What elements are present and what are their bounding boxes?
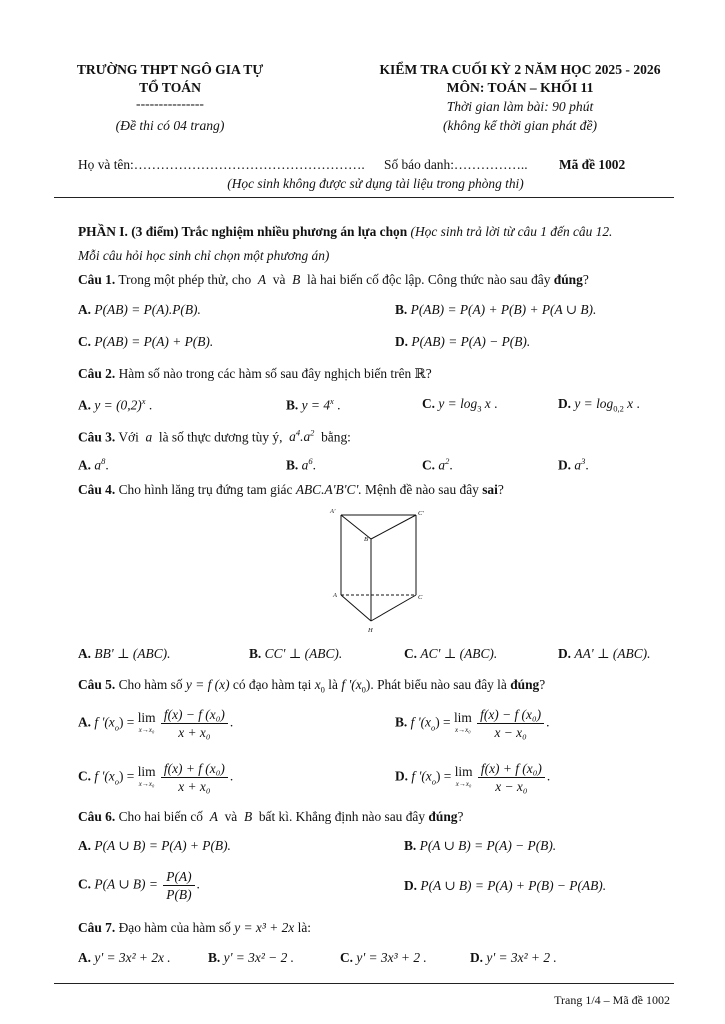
frac-den: x − x₀ <box>495 779 528 794</box>
q5-c-lim <box>138 765 156 791</box>
option-label: C. <box>404 646 418 661</box>
option-label: A. <box>78 714 92 730</box>
frac-num: f(x) + f (x₀) <box>478 760 545 778</box>
lim-sub: x→x₀ <box>455 725 471 734</box>
q7-option-a[interactable] <box>78 950 171 966</box>
option-label: C. <box>78 876 92 892</box>
label-c1: C' <box>418 510 424 517</box>
q1-text-c: là hai biến cố độc lập. Công thức nào sau đây <box>307 272 551 287</box>
option-label: A. <box>78 457 92 473</box>
q6-c-lhs: P(A ∪ B) = <box>94 876 158 892</box>
edge-b1c1 <box>371 515 416 539</box>
q1-option-a[interactable] <box>78 302 201 318</box>
q5-text-a: Cho hàm số <box>118 677 183 692</box>
q1-b-text: P(AB) = P(A) + P(B) + P(A ∪ B). <box>410 302 597 317</box>
question-4 <box>78 482 673 498</box>
q2-b-text: y = 4 <box>301 397 331 413</box>
q5-a-frac <box>161 706 228 741</box>
option-label: C. <box>422 396 436 411</box>
question-7 <box>78 920 673 936</box>
q5-d-frac <box>478 760 545 795</box>
q5-end: ? <box>539 677 546 692</box>
option-label: B. <box>395 714 408 730</box>
option-label: D. <box>558 646 572 661</box>
q4-label: Câu 4. <box>78 482 116 497</box>
frac-den: x − x₀ <box>494 725 527 740</box>
q3-d-exp: 3 <box>581 456 586 466</box>
label-a: A <box>333 592 337 599</box>
q4-prism: ABC.A'B'C'. <box>295 482 362 497</box>
q6-b-text: P(A ∪ B) = P(A) − P(B). <box>419 838 557 853</box>
page-footer: Trang 1/4 – Mã đề 1002 <box>554 993 670 1007</box>
q7-end: là: <box>297 920 312 935</box>
frac-den: P(B) <box>166 887 192 902</box>
q5-label: Câu 5. <box>78 677 116 692</box>
option-label: B. <box>404 838 417 853</box>
q4-end: ? <box>497 482 504 497</box>
q5-option-d[interactable]: D. f '$(x_o)$ = lim x→x₀ $\frac{\text{f(x) + f (x₀)}}{\text{x − x₀}}$ . <box>395 761 551 794</box>
edge-ab <box>341 595 371 621</box>
q5-text-c: là <box>328 677 338 692</box>
q6-option-a[interactable] <box>78 838 231 854</box>
q6-text-c: bất kì. Khẳng định nào sau đây <box>258 809 426 824</box>
option-label: C. <box>78 334 92 349</box>
q6-end: ? <box>457 809 464 824</box>
q5-func: y = f (x) <box>185 677 230 692</box>
q4-a-text: BB' ⊥ (ABC). <box>94 646 171 661</box>
q2-set: ℝ <box>414 366 426 381</box>
q4-text-b: Mệnh đề nào sau đây <box>365 482 479 497</box>
option-label: D. <box>558 457 572 473</box>
q5-c-frac <box>161 760 228 795</box>
frac-num: f(x) − f (x₀) <box>161 706 228 724</box>
lim-sub: x→x₀ <box>455 779 472 788</box>
q5-b-frac <box>477 706 544 741</box>
q7-func: y = x³ + 2x <box>234 920 295 935</box>
q6-option-b[interactable] <box>404 838 556 854</box>
question-6: Câu 6. Cho hai biến cố A và B bất kì. Khẳng định nào sau đây đúng? <box>78 809 464 824</box>
q3-c-exp: 2 <box>445 456 450 466</box>
option-label: D. <box>395 334 409 349</box>
q5-c-lhs: f '(x <box>94 768 115 784</box>
q3-option-c[interactable]: C. $a^2$. <box>422 456 453 473</box>
header-divider <box>54 197 674 198</box>
option-label: B. <box>208 950 221 965</box>
q1-text-b: và <box>272 272 286 287</box>
q1-emph: đúng <box>553 272 583 287</box>
q3-option-d[interactable]: D. $a^3$. <box>558 456 589 473</box>
q3-label: Câu 3. <box>78 429 116 445</box>
lim-text: lim <box>453 709 472 725</box>
q2-label: Câu 2. <box>78 366 116 381</box>
exam-subject: MÔN: TOÁN – KHỐI 11 <box>446 80 594 95</box>
exam-time-note: (không kể thời gian phát đề) <box>442 118 598 133</box>
exam-title: KIỂM TRA CUỐI KỲ 2 NĂM HỌC 2025 - 2026 <box>379 62 661 77</box>
student-name-field: Họ và tên:……………………………………………. <box>78 157 365 172</box>
lim-text: lim <box>137 709 156 725</box>
q7-b-text: y' = 3x² − 2 . <box>223 950 294 965</box>
prism-figure <box>320 505 430 635</box>
lim-text: lim <box>137 763 156 779</box>
q2-d-base: 0,2 <box>613 403 624 414</box>
lim-text: lim <box>454 763 473 779</box>
q7-option-b[interactable] <box>208 950 294 966</box>
lim-sub: x→x₀ <box>138 725 155 734</box>
q3-option-a[interactable]: A. $a^8$. <box>78 456 109 473</box>
q1-option-c[interactable] <box>78 334 213 350</box>
student-id-field: Số báo danh:…………….. <box>384 157 528 172</box>
q2-option-c[interactable]: C. $y = \log_3 x$ . <box>422 396 498 414</box>
q5-d-lim <box>455 765 473 791</box>
q5-deriv: f '(x <box>341 677 362 692</box>
question-2 <box>78 366 673 382</box>
q2-c-base: 3 <box>477 403 482 414</box>
part1-title: PHẦN I. (3 điểm) Trắc nghiệm nhiều phương án lựa chọn <box>78 224 408 239</box>
label-h: H <box>368 627 373 634</box>
q5-option-b[interactable]: B. f '$(x_o)$ = lim x→x₀ $\frac{\text{f(x) − f (x₀)}}{\text{x − x₀}}$ . <box>395 707 550 740</box>
option-label: C. <box>340 950 354 965</box>
q1-text-a: Trong một phép thử, cho <box>118 272 252 287</box>
frac-den: x + x₀ <box>178 779 211 794</box>
q2-a-exp: x <box>141 396 146 406</box>
q4-b-text: CC' ⊥ (ABC). <box>264 646 343 661</box>
part1-instr1: (Học sinh trả lời từ câu 1 đến câu 12. <box>410 224 613 239</box>
label-c: C <box>418 594 423 601</box>
q5-b-lhs: f '(x <box>410 714 431 730</box>
q6-a-text: P(A ∪ B) = P(A) + P(B). <box>94 838 231 853</box>
q6-option-d[interactable] <box>404 878 606 894</box>
q6-c-frac <box>163 868 194 903</box>
exam-note: (Học sinh không được sử dụng tài liệu trong phòng thi) <box>227 176 524 191</box>
exam-time: Thời gian làm bài: 90 phút <box>446 99 594 114</box>
option-label: B. <box>249 646 262 661</box>
option-label: C. <box>422 457 436 473</box>
exam-code: Mã đề 1002 <box>559 157 626 172</box>
option-label: B. <box>286 457 299 473</box>
q3-text-a: Với <box>118 429 139 445</box>
option-label: B. <box>395 302 408 317</box>
frac-num: f(x) − f (x₀) <box>477 706 544 724</box>
q2-option-d[interactable]: D. $y = \log_{0,2} x$ . <box>558 396 640 414</box>
q4-option-b[interactable] <box>249 646 342 662</box>
q2-d-text: y = log <box>574 396 614 411</box>
option-label: A. <box>78 302 92 317</box>
option-label: D. <box>558 396 572 411</box>
option-label: D. <box>395 768 409 784</box>
q2-a-text: y = (0,2) <box>94 397 142 413</box>
department: TỔ TOÁN <box>139 80 201 95</box>
question-5: Câu 5. Cho hàm số y = f (x) có đạo hàm tại $x_0$ là f '$(x_0)$. Phát biểu nào sau đây là đúng? <box>78 677 546 695</box>
q5-text-d: . Phát biểu nào sau đây là <box>370 677 507 692</box>
q5-a-lhs: f '(x <box>94 714 115 730</box>
q2-text: Hàm số nào trong các hàm số sau đây nghịch biến trên <box>118 366 412 381</box>
option-label: A. <box>78 950 92 965</box>
q1-option-b[interactable] <box>395 302 596 318</box>
part1-heading <box>78 224 673 240</box>
page-count: (Đề thi có 04 trang) <box>115 118 225 133</box>
label-a1: A' <box>330 508 336 515</box>
q4-c-text: AC' ⊥ (ABC). <box>420 646 498 661</box>
q7-text: Đạo hàm của hàm số <box>118 920 231 935</box>
option-label: D. <box>404 878 418 893</box>
q1-c-text: P(AB) = P(A) + P(B). <box>94 334 214 349</box>
q3-text-c: bằng: <box>321 429 351 445</box>
q6-option-c[interactable]: C. P(A ∪ B) = $\frac{P(A)}{P(B)}$ . <box>78 869 200 902</box>
q2-b-exp: x <box>330 396 334 406</box>
q1-d-text: P(AB) = P(A) − P(B). <box>411 334 531 349</box>
footer-divider <box>54 983 674 984</box>
frac-num: f(x) + f (x₀) <box>161 760 228 778</box>
lim-sub: x→x₀ <box>138 779 155 788</box>
q2-end: ? <box>425 366 432 381</box>
q7-option-c[interactable] <box>340 950 427 966</box>
frac-den: x + x₀ <box>178 725 211 740</box>
q6-text-a: Cho hai biến cố <box>118 809 203 824</box>
option-label: A. <box>78 838 92 853</box>
q7-c-text: y' = 3x³ + 2 . <box>356 950 427 965</box>
q4-d-text: AA' ⊥ (ABC). <box>574 646 651 661</box>
q5-text-b: có đạo hàm tại <box>232 677 312 692</box>
part1-instr2: Mỗi câu hỏi học sinh chỉ chọn một phương án) <box>78 248 330 263</box>
q7-d-text: y' = 3x² + 2 . <box>486 950 557 965</box>
q2-option-b[interactable]: B. $y = 4^x$ . <box>286 396 341 413</box>
q1-option-d[interactable] <box>395 334 530 350</box>
question-1: Câu 1. Trong một phép thử, cho A và B là hai biến cố độc lập. Công thức nào sau đây đúng? <box>78 272 589 287</box>
q6-label: Câu 6. <box>78 809 116 824</box>
q5-emph: đúng <box>510 677 540 692</box>
q4-option-d[interactable] <box>558 646 650 662</box>
q4-option-a[interactable] <box>78 646 170 662</box>
q5-b-lim <box>454 711 472 737</box>
q3-option-b[interactable]: B. $a^6$. <box>286 456 316 473</box>
q1-end: ? <box>582 272 589 287</box>
frac-num: P(A) <box>163 868 194 886</box>
q6-text-b: và <box>224 809 238 824</box>
q2-option-a[interactable]: A. $y = (0,2)^x$ . <box>78 396 153 413</box>
q4-option-c[interactable] <box>404 646 497 662</box>
q1-a-text: P(AB) = P(A).P(B). <box>94 302 201 317</box>
header-dashes: --------------- <box>136 96 204 111</box>
option-label: A. <box>78 646 92 661</box>
q3-b-exp: 6 <box>308 456 313 466</box>
q4-text: Cho hình lăng trụ đứng tam giác <box>118 482 293 497</box>
q3-text-b: là số thực dương tùy ý, <box>158 429 283 445</box>
q7-option-d[interactable] <box>470 950 557 966</box>
q7-a-text: y' = 3x² + 2x . <box>94 950 171 965</box>
q5-d-lhs: f '(x <box>411 768 432 784</box>
question-3: Câu 3. Với a là số thực dương tùy ý, $a^4.a^2$ bằng: <box>78 428 351 445</box>
label-b1: B' <box>364 536 370 543</box>
edge-bc <box>371 595 416 621</box>
q1-label: Câu 1. <box>78 272 116 287</box>
option-label: D. <box>470 950 484 965</box>
option-label: A. <box>78 397 92 413</box>
school-name: TRƯỜNG THPT NGÔ GIA TỰ <box>76 62 264 77</box>
option-label: B. <box>286 397 299 413</box>
q5-x0: x <box>314 677 321 692</box>
option-label: C. <box>78 768 92 784</box>
q7-label: Câu 7. <box>78 920 116 935</box>
q5-option-c[interactable]: C. f '$(x_o)$ = lim x→x₀ $\frac{\text{f(x) + f (x₀)}}{\text{x + x₀}}$ . <box>78 761 234 794</box>
q3-a-exp: 8 <box>101 456 106 466</box>
q6-d-text: P(A ∪ B) = P(A) + P(B) − P(AB). <box>420 878 607 893</box>
q6-emph: đúng <box>428 809 458 824</box>
q5-option-a[interactable]: A. f '$(x_o)$ = lim x→x₀ $\frac{\text{f(x) − f (x₀)}}{\text{x + x₀}}$ . <box>78 707 234 740</box>
q4-emph: sai <box>482 482 498 497</box>
q2-c-text: y = log <box>438 396 478 411</box>
q5-a-lim <box>138 711 156 737</box>
